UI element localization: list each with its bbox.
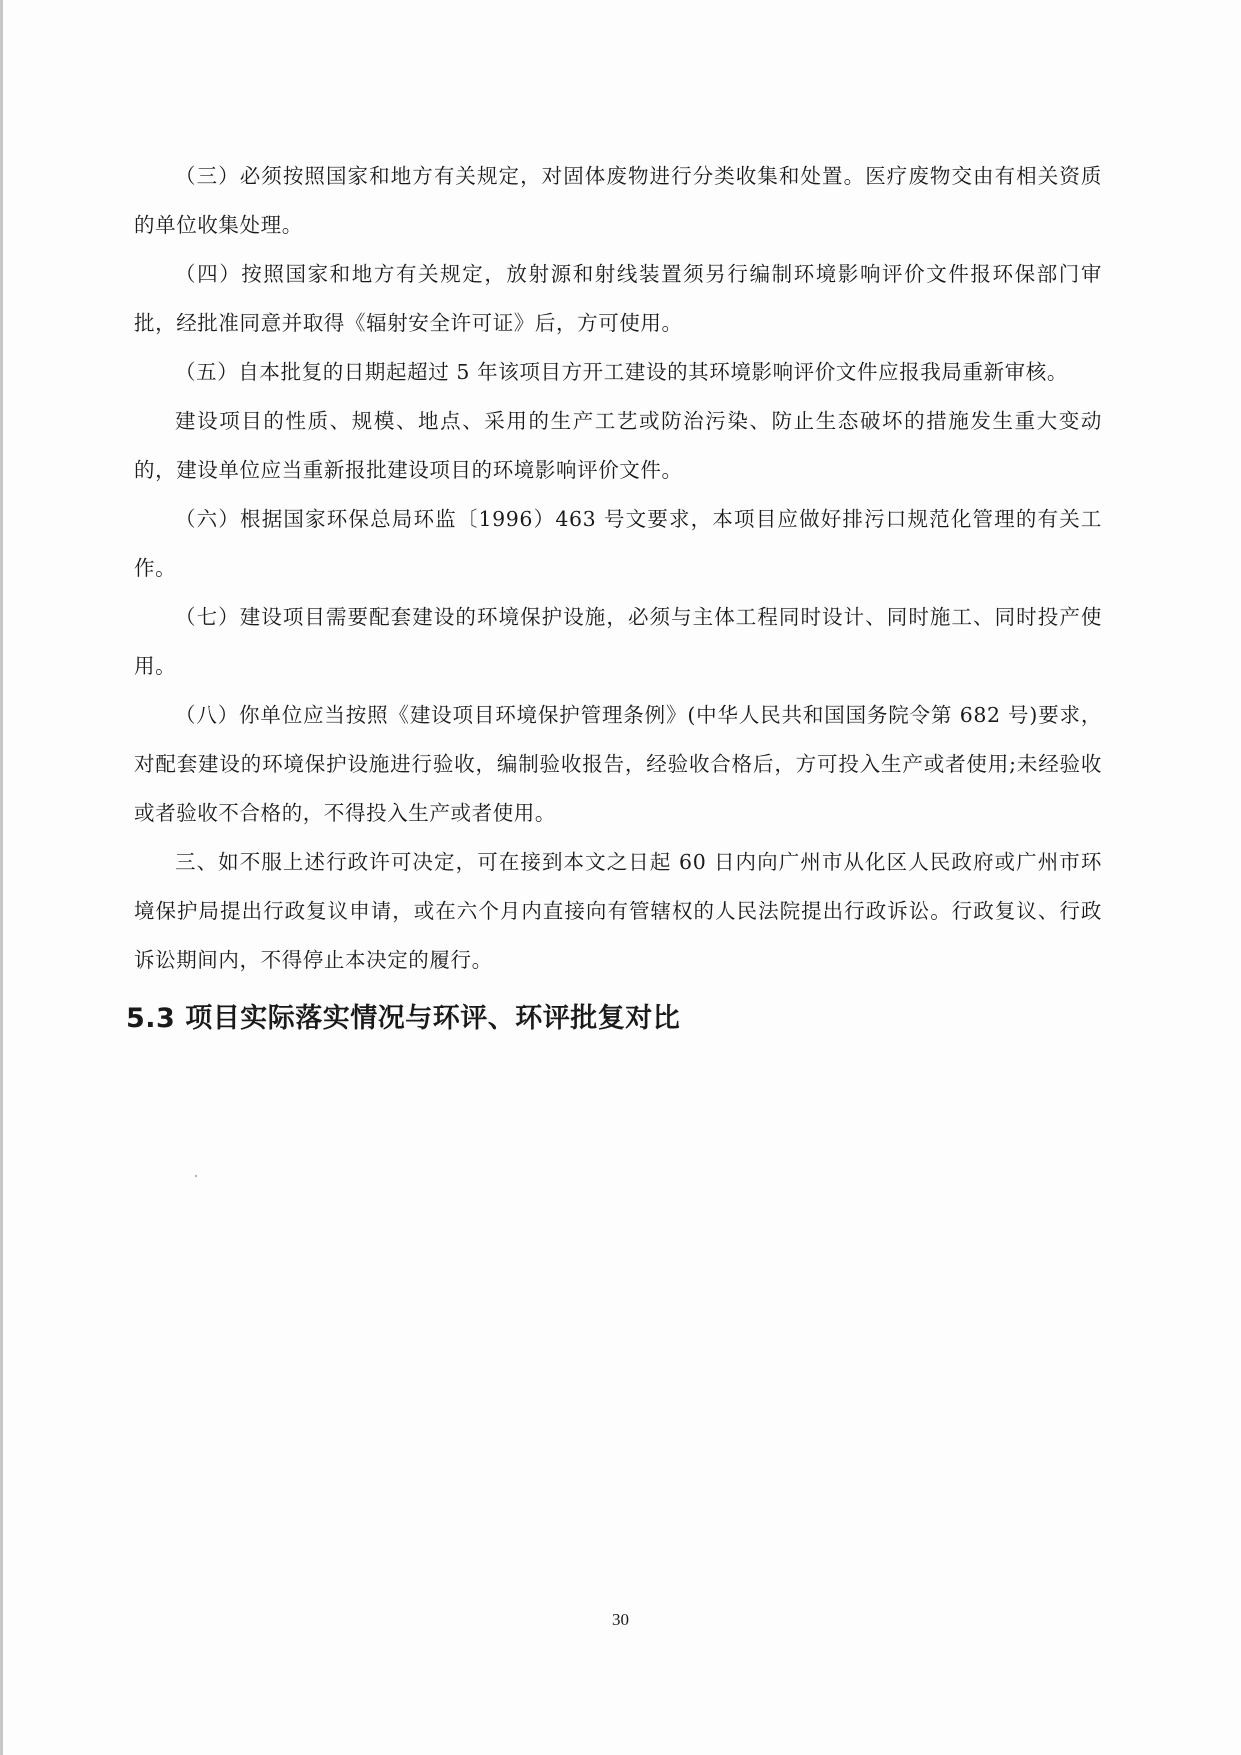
page-content (126, 152, 1102, 1039)
section-heading: 5.3 项目实际落实情况与环评、环评批复对比 (126, 1003, 681, 1034)
paragraph-validity: （五）自本批复的日期起超过 5 年该项目方开工建设的其环境影响评价文件应报我局重新审核。 (175, 360, 1068, 384)
paragraph-acceptance: （八）你单位应当按照《建设项目环境保护管理条例》(中华人民共和国国务院令第 682 号)要求，对配套建设的环境保护设施进行验收，编制验收报告，经验收合格后，方可投入生产或者使用;未经验收或者验收不合格的，不得投入生产或者使用。 (134, 703, 1102, 825)
scan-speck (195, 1175, 197, 1177)
page-number: 30 (612, 1610, 629, 1629)
paragraph-major-change: 建设项目的性质、规模、地点、采用的生产工艺或防治污染、防止生态破坏的措施发生重大变动的，建设单位应当重新报批建设项目的环境影响评价文件。 (134, 409, 1102, 482)
paragraph-three-simultaneous: （七）建设项目需要配套建设的环境保护设施，必须与主体工程同时设计、同时施工、同时投产使用。 (134, 605, 1102, 678)
scan-edge (0, 0, 3, 1755)
paragraph-appeal: 三、如不服上述行政许可决定，可在接到本文之日起 60 日内向广州市从化区人民政府或广州市环境保护局提出行政复议申请，或在六个月内直接向有管辖权的人民法院提出行政诉讼。行政复议、行政诉讼期间内，不得停止本决定的履行。 (134, 850, 1102, 972)
paragraph-solid-waste: （三）必须按照国家和地方有关规定，对固体废物进行分类收集和处置。医疗废物交由有相关资质的单位收集处理。 (134, 164, 1102, 237)
paragraph-outfall: （六）根据国家环保总局环监〔1996）463 号文要求，本项目应做好排污口规范化管理的有关工作。 (134, 507, 1102, 580)
paragraph-radiation: （四）按照国家和地方有关规定，放射源和射线装置须另行编制环境影响评价文件报环保部门审批，经批准同意并取得《辐射安全许可证》后，方可使用。 (134, 262, 1102, 335)
